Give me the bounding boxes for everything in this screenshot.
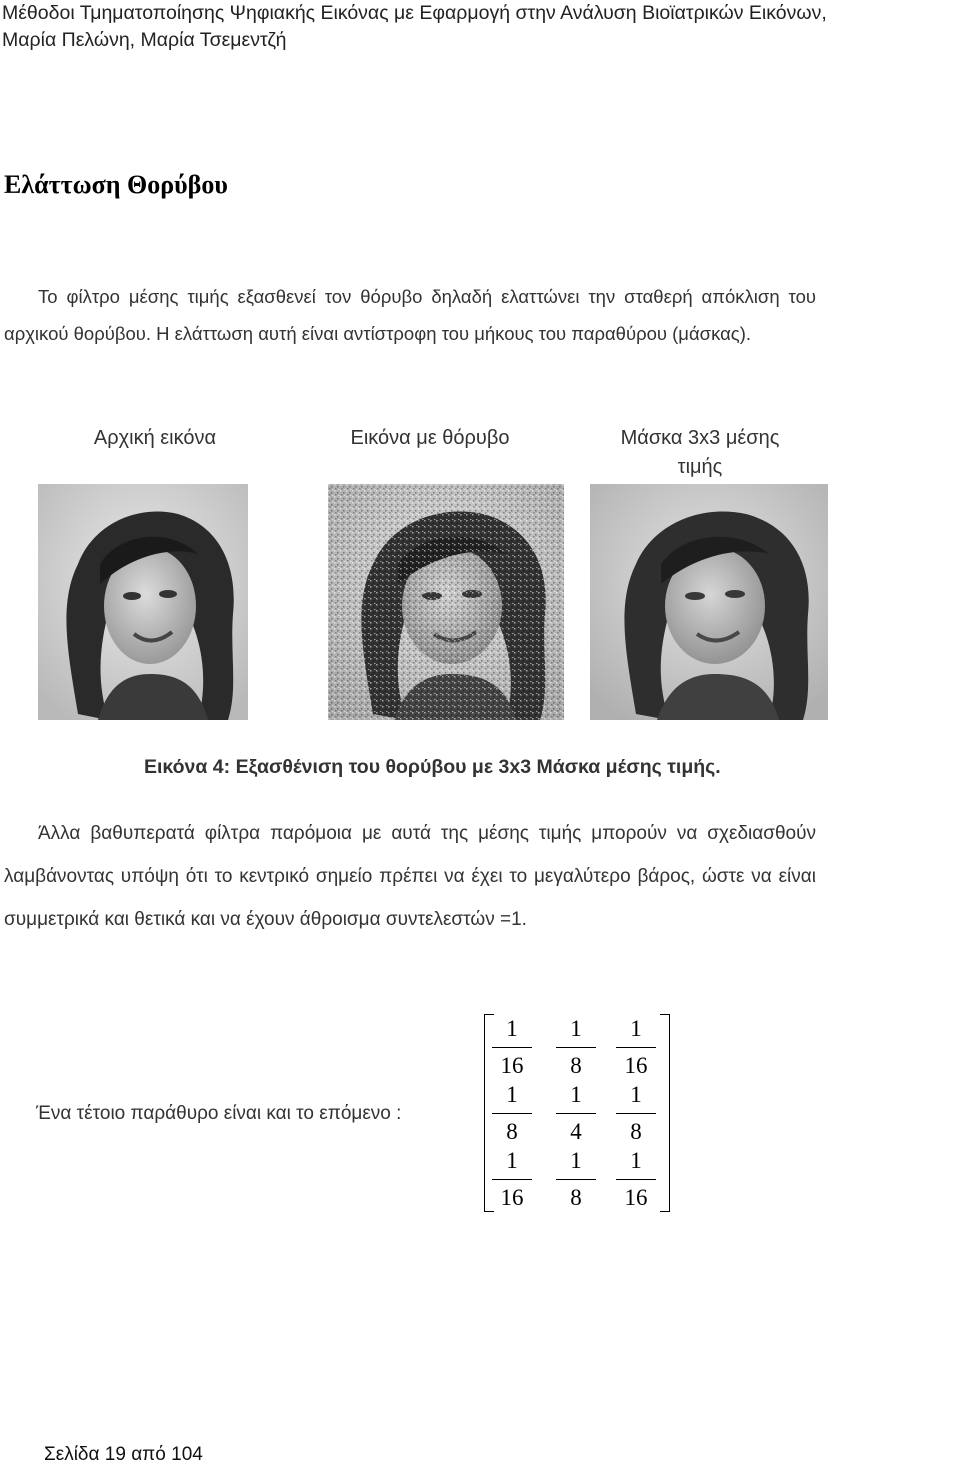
matrix-cell-denominator: 8	[506, 1119, 518, 1144]
photo-noisy	[328, 484, 564, 720]
matrix-cell-denominator: 16	[500, 1053, 524, 1078]
header-authors-line: Μαρία Πελώνη, Μαρία Τσεμεντζή	[2, 29, 287, 51]
header-title-line: Μέθοδοι Τμηματοποίησης Ψηφιακής Εικόνας με Εφαρμογή στην Ανάλυση Βιοϊατρικών Εικόνων,	[2, 2, 827, 24]
matrix-cell	[490, 1016, 534, 1079]
matrix-cell-numerator: 1	[506, 1082, 518, 1107]
paragraph-filters-text: Άλλα βαθυπερατά φίλτρα παρόμοια με αυτά της μέσης τιμής μπορούν να σχεδιασθούν λαμβάνοντας υπόψη ότι το κεντρικό σημείο πρέπει να έχει το μεγαλύτερο βάρος, ώστε να είναι συμμετρικά και θετικά και να έχουν άθροισμα συντελεστών =1.	[4, 823, 816, 930]
matrix-label: Ένα τέτοιο παράθυρο είναι και το επόμενο :	[36, 1103, 402, 1124]
matrix-cell	[614, 1148, 658, 1211]
image-label-noisy: Εικόνα με θόρυβο	[350, 427, 510, 449]
image-label-filtered: Μάσκα 3x3 μέσης τιμής	[620, 427, 780, 478]
matrix-cell-numerator: 1	[506, 1016, 518, 1041]
matrix-cell-numerator: 1	[630, 1082, 642, 1107]
matrix-cell-denominator: 16	[500, 1185, 524, 1210]
matrix-cell-numerator: 1	[570, 1016, 582, 1041]
matrix-cell-numerator: 1	[570, 1148, 582, 1173]
page-number: Σελίδα 19 από 104	[44, 1444, 203, 1465]
matrix-cell-numerator: 1	[630, 1016, 642, 1041]
matrix-cell	[554, 1016, 598, 1079]
paragraph-filters	[4, 812, 816, 941]
paragraph-intro-text: Το φίλτρο μέσης τιμής εξασθενεί τον θόρυβο δηλαδή ελαττώνει την σταθερή απόκλιση του αρχικού θορύβου. Η ελάττωση αυτή είναι αντίστροφη του μήκους του παραθύρου (μάσκας).	[4, 286, 816, 344]
matrix-cell	[614, 1016, 658, 1079]
matrix-cell-denominator: 16	[624, 1185, 648, 1210]
section-title: Ελάττωση Θορύβου	[4, 170, 228, 199]
matrix-cell-denominator: 4	[570, 1119, 582, 1144]
matrix-cell-numerator: 1	[506, 1148, 518, 1173]
matrix-cell	[554, 1082, 598, 1145]
matrix-cell	[490, 1148, 534, 1211]
photo-original	[38, 484, 248, 720]
matrix-cell-numerator: 1	[630, 1148, 642, 1173]
image-label-original: Αρχική εικόνα	[93, 427, 217, 449]
matrix-cell-numerator: 1	[570, 1082, 582, 1107]
matrix-cell-denominator: 8	[570, 1053, 582, 1078]
photo-filtered	[590, 484, 828, 720]
matrix-cell-denominator: 16	[624, 1053, 648, 1078]
matrix-right-bracket	[660, 1014, 670, 1212]
matrix-cell	[490, 1082, 534, 1145]
document-header	[2, 0, 958, 54]
matrix-cell	[554, 1148, 598, 1211]
filter-matrix	[484, 1014, 670, 1212]
paragraph-intro	[4, 278, 816, 352]
matrix-cell-denominator: 8	[630, 1119, 642, 1144]
matrix-cell	[614, 1082, 658, 1145]
matrix-cell-denominator: 8	[570, 1185, 582, 1210]
figure-caption: Εικόνα 4: Εξασθένιση του θορύβου με 3x3 Μάσκα μέσης τιμής.	[144, 756, 721, 778]
